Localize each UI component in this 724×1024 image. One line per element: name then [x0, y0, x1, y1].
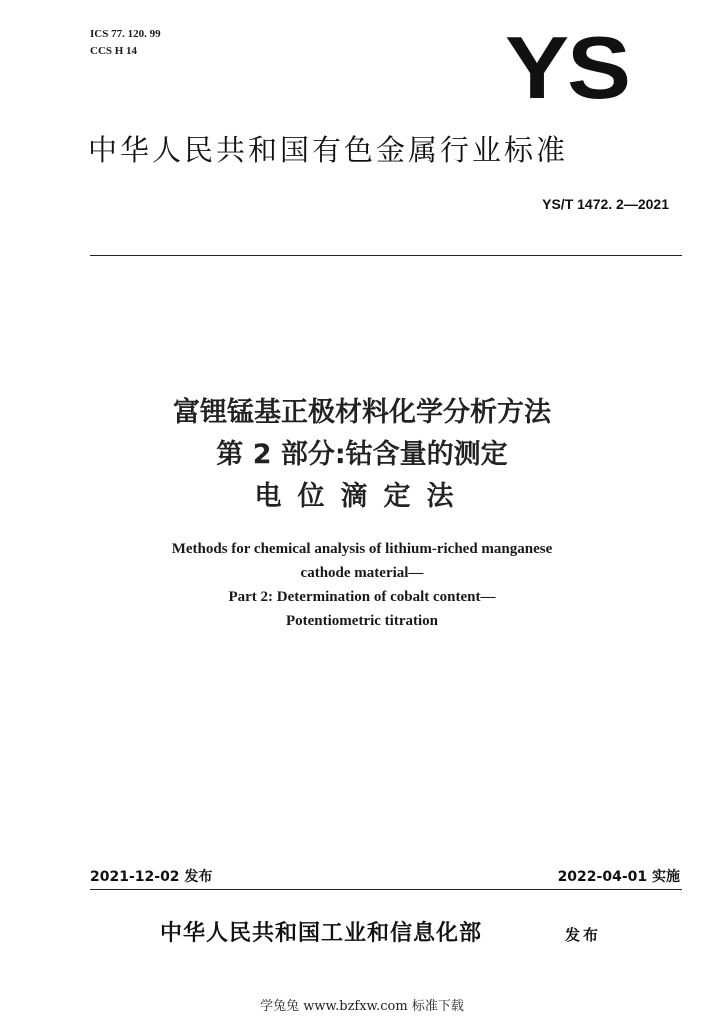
industry-standard-title: 中华人民共和国有色金属行业标准: [88, 133, 569, 167]
english-title-line-3: Part 2: Determination of cobalt content—: [228, 589, 496, 605]
issue-date: 2021-12-02 发布: [90, 869, 213, 885]
standard-number: YS/T 1472. 2—2021: [542, 196, 669, 212]
watermark-footer: 学兔兔 www.bzfxw.com 标准下载: [260, 999, 464, 1014]
english-title-line-4: Potentiometric titration: [285, 613, 439, 629]
chinese-title-line-1: 富锂锰基正极材料化学分析方法: [173, 397, 551, 428]
implementation-date: 2022-04-01 实施: [557, 869, 680, 885]
english-title-line-1: Methods for chemical analysis of lithium-riched manganese: [171, 541, 553, 557]
footer-divider: [90, 889, 682, 890]
header-divider: [90, 255, 682, 256]
publisher-action: 发布: [565, 926, 602, 944]
publisher-name: 中华人民共和国工业和信息化部: [160, 920, 483, 946]
classification-codes: [90, 26, 161, 60]
chinese-title-line-3: 电位滴定法: [254, 481, 470, 512]
ccs-code: CCS H 14: [90, 45, 138, 57]
chinese-title-line-2: 第 2 部分:钴含量的测定: [216, 439, 508, 470]
english-title-line-2: cathode material—: [300, 565, 424, 581]
ics-code: ICS 77. 120. 99: [90, 28, 161, 40]
ys-logo: YS: [505, 18, 630, 118]
